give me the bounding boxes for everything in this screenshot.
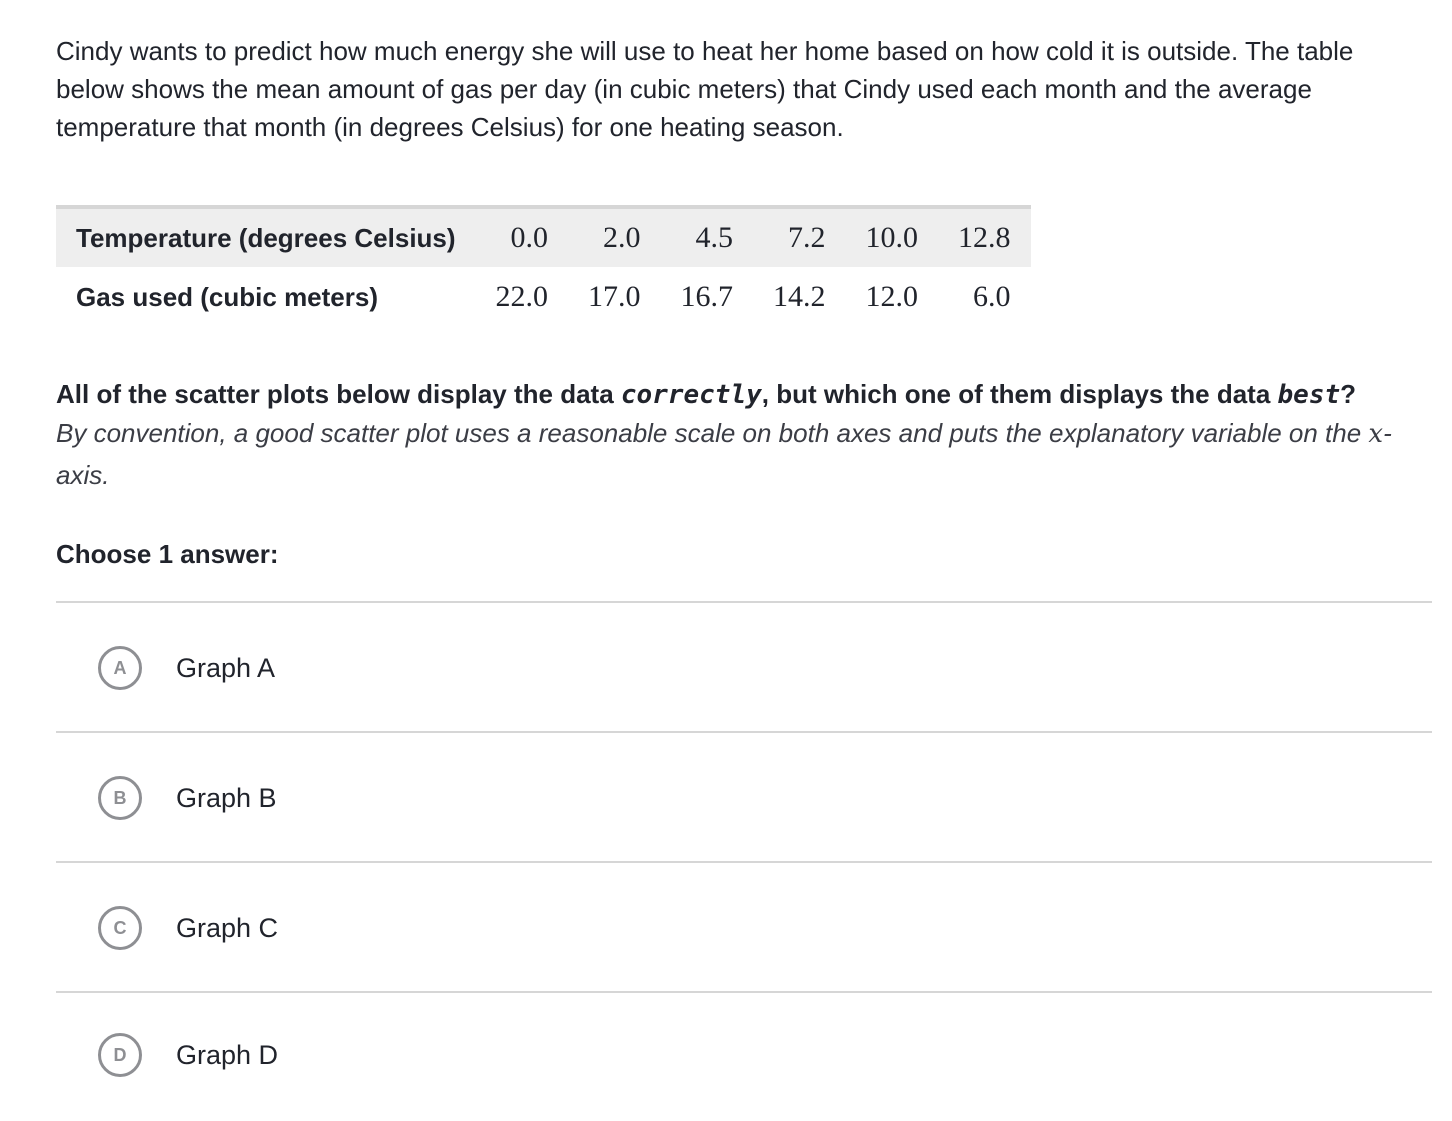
table-cell: 10.0 (865, 221, 919, 254)
choice-a[interactable] (56, 603, 1432, 733)
choose-label: Choose 1 answer: (56, 539, 279, 569)
question-part: All of the scatter plots below display the data (56, 379, 621, 409)
question-emphasis: correctly (620, 380, 762, 410)
answer-choices (56, 601, 1432, 1121)
choice-letter-circle[interactable]: A (98, 646, 142, 690)
table-cell: 22.0 (495, 280, 549, 313)
table-cell: 12.8 (958, 221, 1011, 254)
table-cell: 16.7 (680, 280, 734, 313)
table-cell: 17.0 (588, 280, 641, 313)
choice-letter-circle[interactable]: D (98, 1033, 142, 1077)
table-cell: 7.2 (788, 221, 826, 254)
row-header: Gas used (cubic meters) (76, 281, 378, 312)
hint-tail: -axis. (56, 418, 1392, 490)
choice-label[interactable]: Graph C (176, 913, 279, 943)
table-cell: 12.0 (865, 280, 919, 313)
question-emphasis: best (1277, 380, 1341, 410)
table-cell: 4.5 (695, 221, 734, 254)
table-cell: 14.2 (773, 280, 826, 313)
table-cell: 2.0 (603, 221, 641, 254)
math-variable: x (1368, 419, 1384, 449)
choice-letter-circle[interactable]: B (98, 776, 142, 820)
question-part: ? (1340, 379, 1357, 409)
hint-text (56, 413, 1406, 496)
choice-letter-circle[interactable]: C (98, 906, 142, 950)
data-table (56, 205, 1031, 327)
table-row-temperature (56, 207, 1031, 267)
question-text (56, 374, 1406, 415)
hint-body: By convention, a good scatter plot uses a reasonable scale on both axes and puts the explanatory variable on the (56, 418, 1369, 448)
question-part: , but which one of them displays the data (761, 379, 1278, 409)
row-header: Temperature (degrees Celsius) (76, 222, 456, 253)
table-cell: 6.0 (973, 280, 1011, 313)
choice-label[interactable]: Graph B (176, 783, 277, 813)
choice-b[interactable] (56, 733, 1432, 863)
table-row-gas (56, 267, 1031, 327)
choice-label[interactable]: Graph D (176, 1040, 279, 1070)
table-cell: 0.0 (510, 221, 549, 254)
problem-intro: Cindy wants to predict how much energy she will use to heat her home based on how cold it is outside. The table below shows the mean amount of gas per day (in cubic meters) that Cindy used each month and the average temperature that month (in degrees Celsius) for one heating season. (56, 36, 1354, 142)
choice-label[interactable]: Graph A (176, 653, 276, 683)
choice-c[interactable] (56, 863, 1432, 993)
